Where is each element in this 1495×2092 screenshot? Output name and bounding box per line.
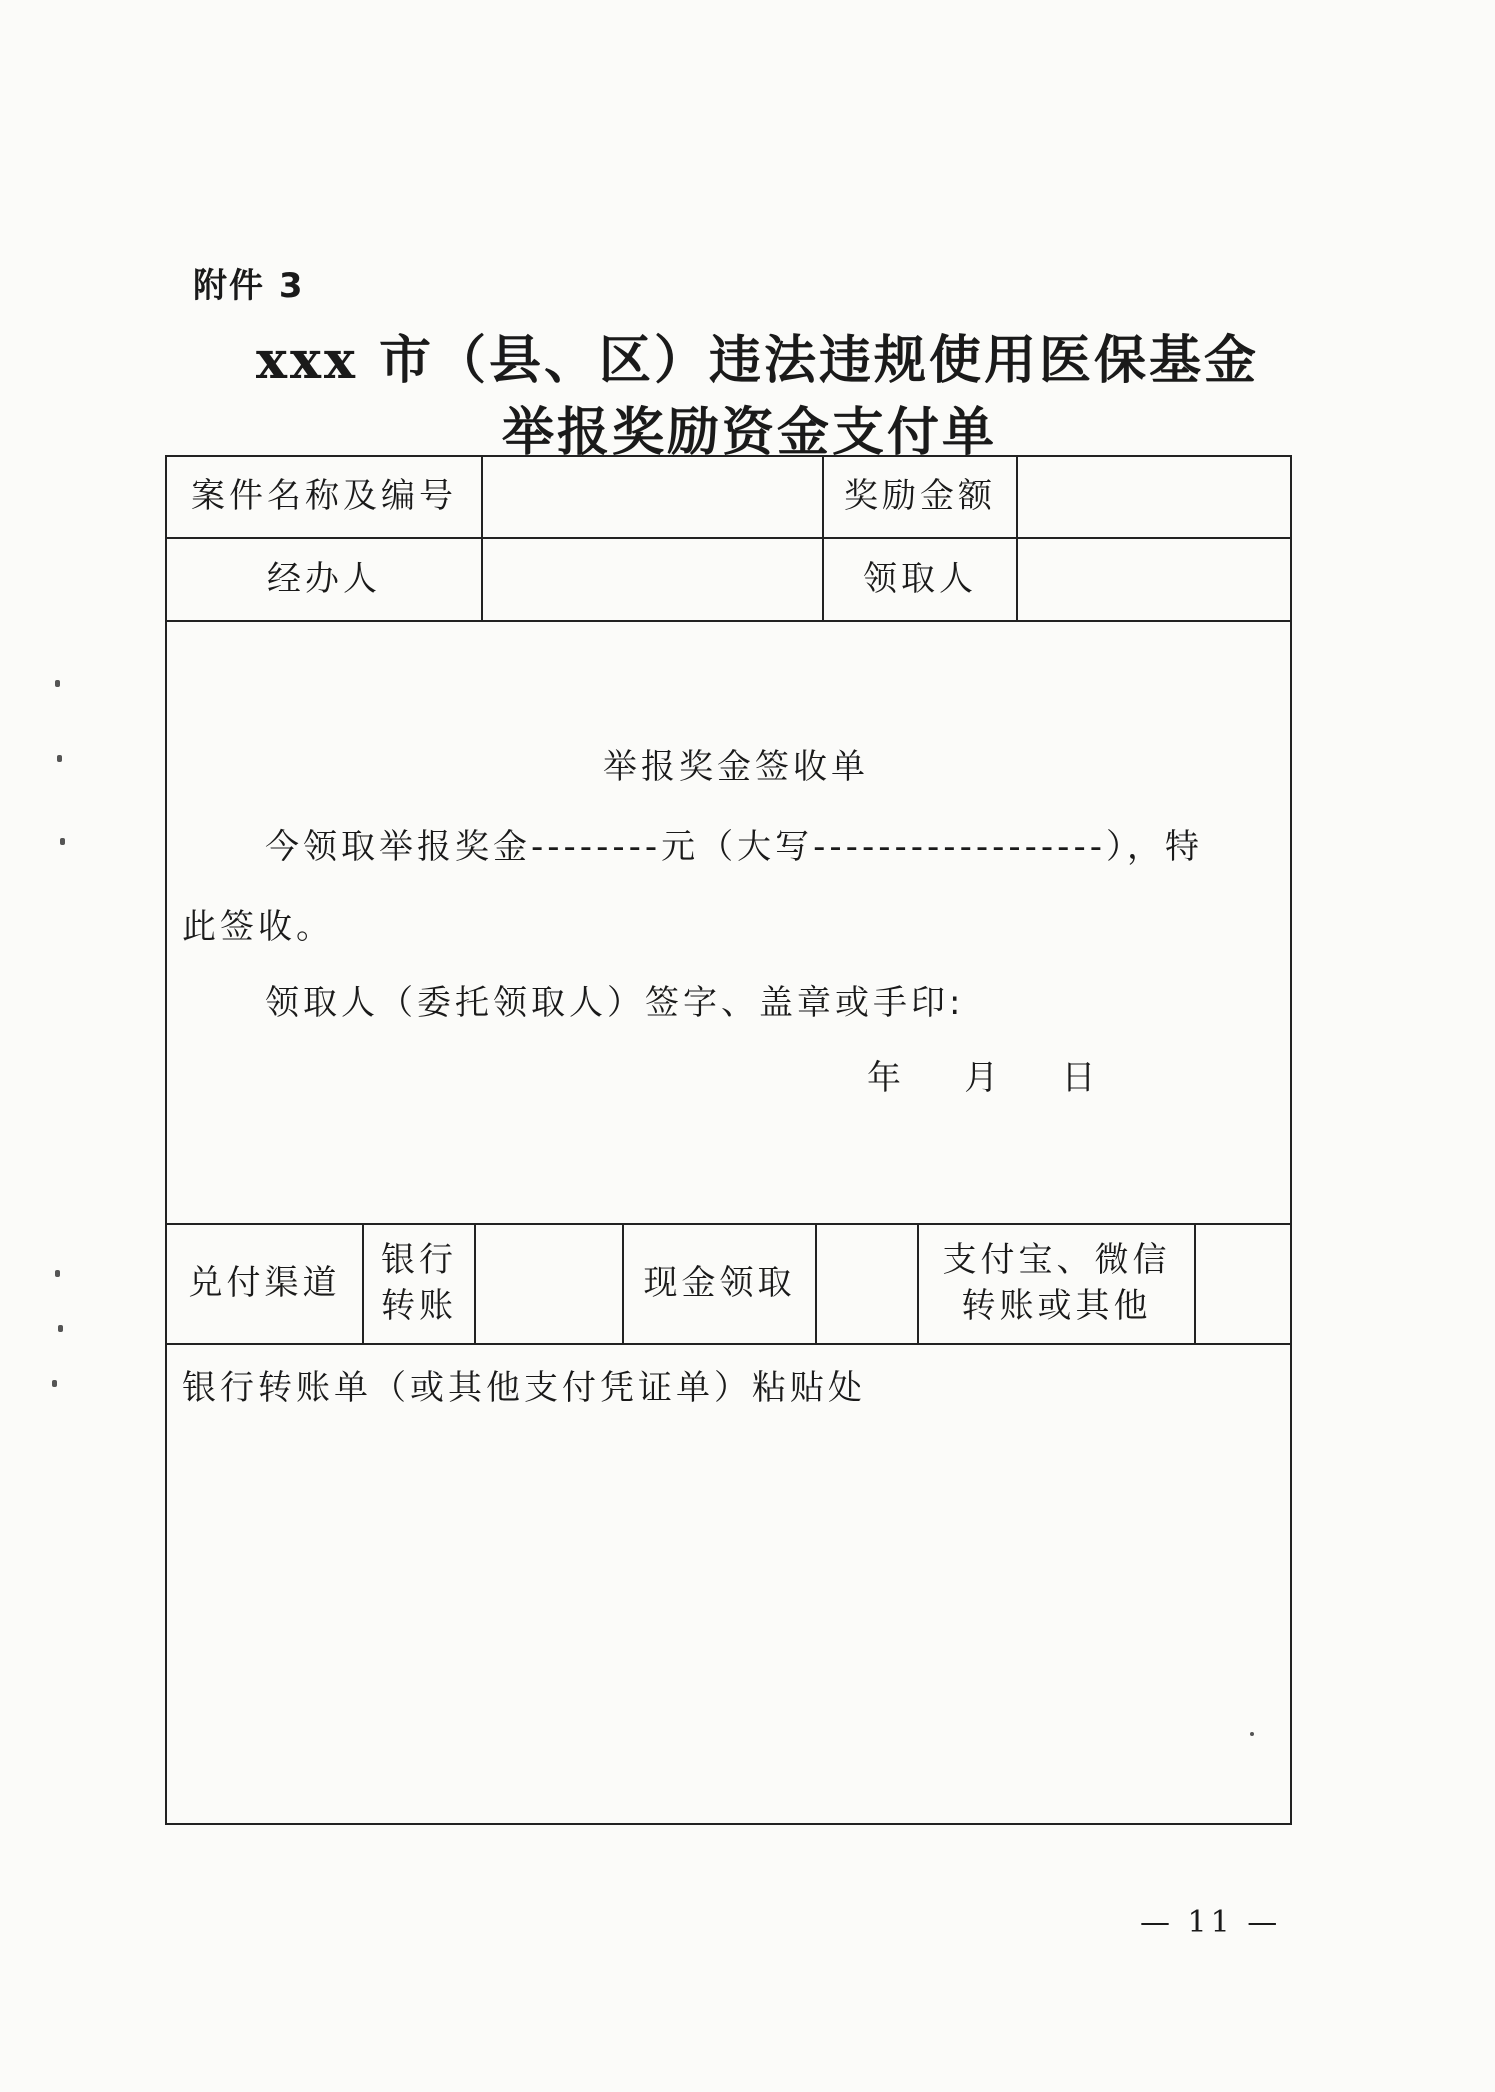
page-number: — 11 —: [1140, 1905, 1282, 1940]
payment-form-table: [165, 455, 1292, 1825]
receipt-line-1: 今领取举报奖金--------元（大写------------------），特: [265, 827, 1203, 867]
paste-area-label: 银行转账单（或其他支付凭证单）粘贴处: [182, 1368, 866, 1408]
bank-transfer-label: 银行 转账: [381, 1240, 457, 1326]
bank-transfer-checkbox[interactable]: [476, 1225, 622, 1343]
scan-speck: [55, 1270, 60, 1277]
reward-amount-label: 奖励金额: [844, 476, 996, 517]
handler-label: 经办人: [267, 558, 381, 599]
paste-area: [167, 1345, 1290, 1823]
scan-speck: [60, 838, 65, 845]
attachment-label: 附件 3: [193, 266, 305, 306]
case-name-label: 案件名称及编号: [191, 476, 457, 517]
scan-speck: [55, 680, 60, 687]
reward-amount-field[interactable]: [1018, 457, 1290, 537]
form-title-line-1: xxx 市（县、区）违法违规使用医保基金: [255, 330, 1260, 391]
handler-field[interactable]: [483, 539, 822, 620]
receipt-heading: 举报奖金签收单: [603, 747, 869, 787]
signature-line: 领取人（委托领取人）签字、盖章或手印:: [265, 983, 965, 1023]
form-title-line-2: 举报奖励资金支付单: [501, 402, 997, 463]
scan-speck: [58, 1325, 63, 1332]
receiver-field[interactable]: [1018, 539, 1290, 620]
scan-speck: [1250, 1732, 1254, 1736]
payment-channel-label: 兑付渠道: [188, 1263, 341, 1304]
scan-speck: [52, 1380, 57, 1387]
cash-label: 现金领取: [643, 1263, 796, 1304]
cash-checkbox[interactable]: [817, 1225, 917, 1343]
scan-speck: [57, 755, 62, 762]
receiver-label: 领取人: [863, 558, 977, 599]
date-line: 年 月 日: [867, 1058, 1100, 1098]
receipt-line-2: 此签收。: [182, 907, 334, 947]
alipay-wechat-label: 支付宝、微信 转账或其他: [942, 1240, 1171, 1326]
case-name-field[interactable]: [483, 457, 822, 537]
row-divider-2: [167, 620, 1290, 622]
alipay-wechat-checkbox[interactable]: [1196, 1225, 1290, 1343]
